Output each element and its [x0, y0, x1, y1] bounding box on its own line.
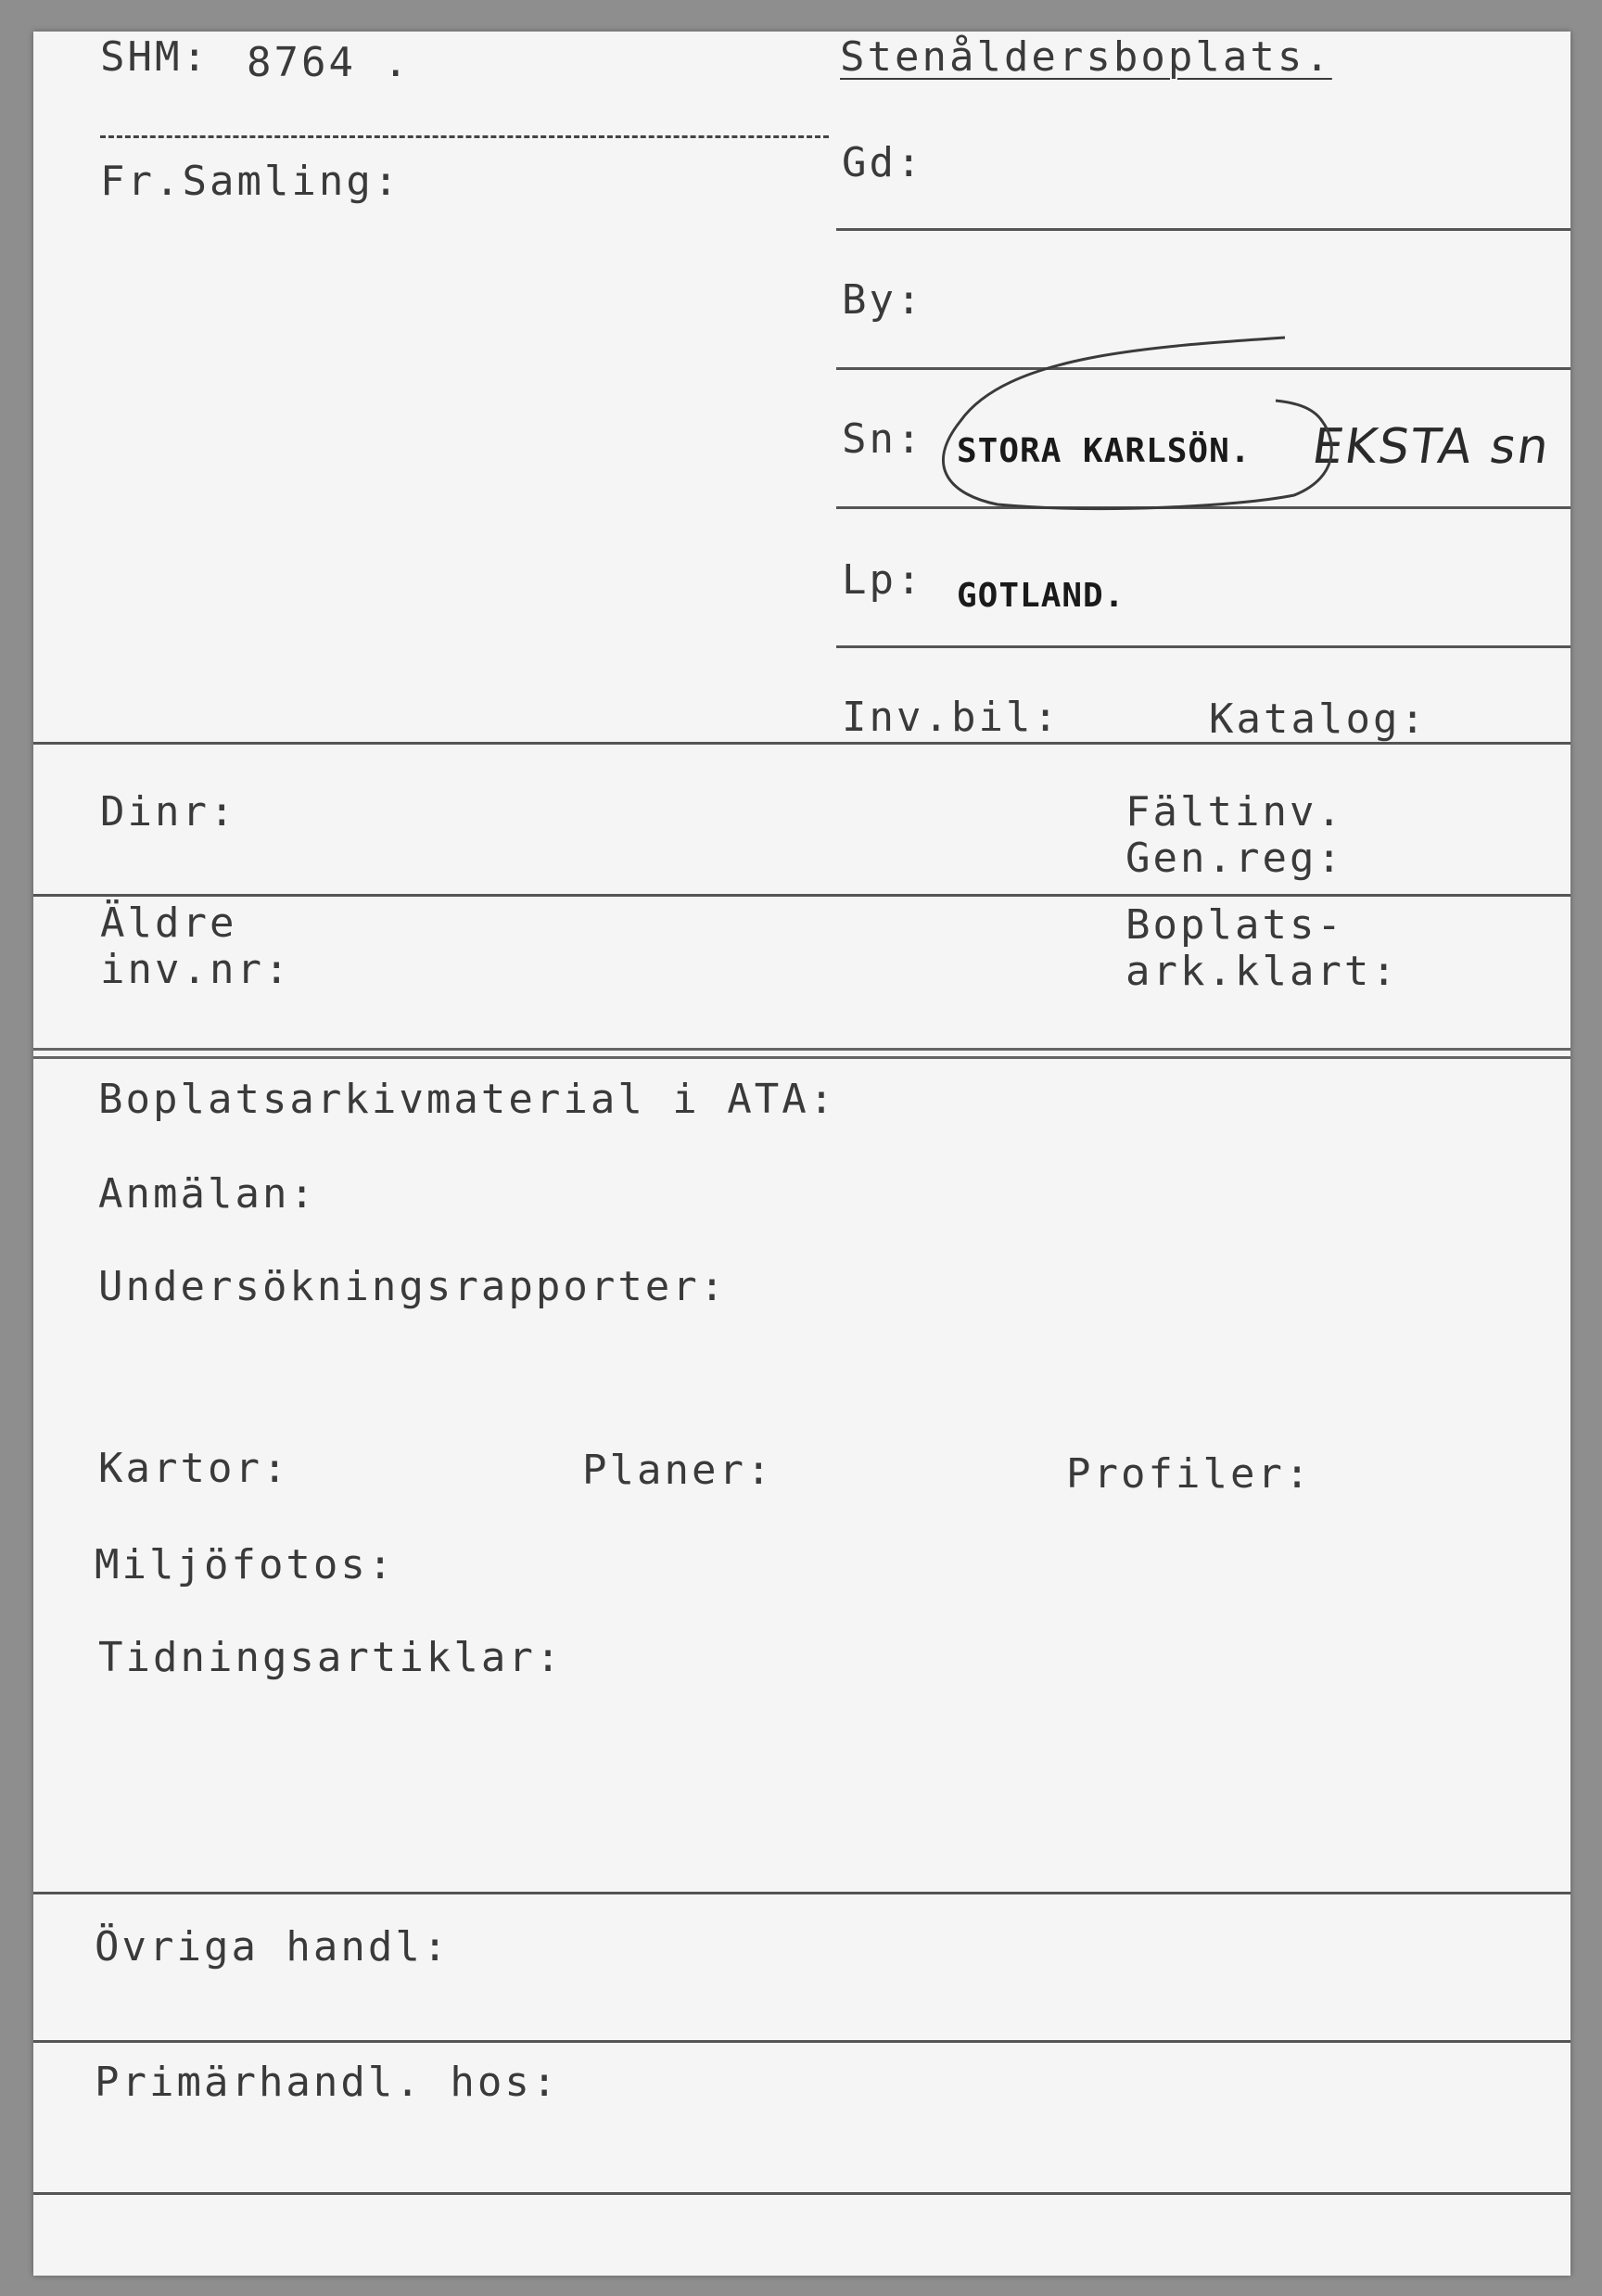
lp-label: Lp:	[842, 556, 924, 604]
gd-label: Gd:	[842, 139, 924, 186]
faltinv-label: Fältinv.	[1125, 788, 1344, 835]
sn-label: Sn:	[842, 415, 924, 463]
section-divider-1	[33, 742, 1570, 745]
aldre-label: Äldre	[100, 899, 237, 947]
primarhandl-label: Primärhandl. hos:	[95, 2059, 560, 2106]
dinr-label: Dinr:	[100, 788, 237, 835]
archive-heading: Boplatsarkivmaterial i ATA:	[98, 1076, 837, 1123]
section-divider-2	[33, 894, 1570, 897]
shm-number: 8764 .	[247, 39, 411, 86]
planer-label: Planer:	[582, 1447, 774, 1494]
lp-value: GOTLAND.	[957, 577, 1125, 615]
section-divider-double	[33, 1048, 1570, 1059]
lp-line	[836, 645, 1570, 648]
section-divider-4	[33, 2040, 1570, 2043]
miljofotos-label: Miljöfotos:	[95, 1541, 396, 1588]
anmalan-label: Anmälan:	[98, 1170, 317, 1218]
profiler-label: Profiler:	[1066, 1450, 1313, 1498]
ovriga-handl-label: Övriga handl:	[95, 1923, 451, 1971]
gen-reg-label: Gen.reg:	[1125, 835, 1344, 882]
ark-klart-label: ark.klart:	[1125, 948, 1399, 995]
by-line	[836, 367, 1570, 370]
inv-nr-label: inv.nr:	[100, 946, 292, 993]
katalog-label: Katalog:	[1209, 695, 1428, 743]
undersokningsrapporter-label: Undersökningsrapporter:	[98, 1263, 728, 1310]
section-divider-3	[33, 1892, 1570, 1894]
fr-samling-label: Fr.Samling:	[100, 158, 401, 205]
site-type-title: Stenåldersboplats.	[840, 33, 1332, 81]
sn-handwritten-note: EKSTA sn	[1308, 419, 1555, 475]
gd-line	[836, 228, 1570, 231]
inv-bil-label: Inv.bil:	[842, 694, 1061, 741]
by-label: By:	[842, 276, 924, 324]
boplats-label: Boplats-	[1125, 901, 1344, 949]
sn-value: STORA KARLSÖN.	[957, 432, 1252, 470]
header-divider	[100, 135, 829, 138]
sn-line	[836, 506, 1570, 509]
section-divider-5	[33, 2192, 1570, 2195]
tidningsartiklar-label: Tidningsartiklar:	[98, 1634, 564, 1681]
index-card	[33, 32, 1570, 2276]
shm-label: SHM:	[100, 33, 210, 81]
kartor-label: Kartor:	[98, 1445, 290, 1492]
